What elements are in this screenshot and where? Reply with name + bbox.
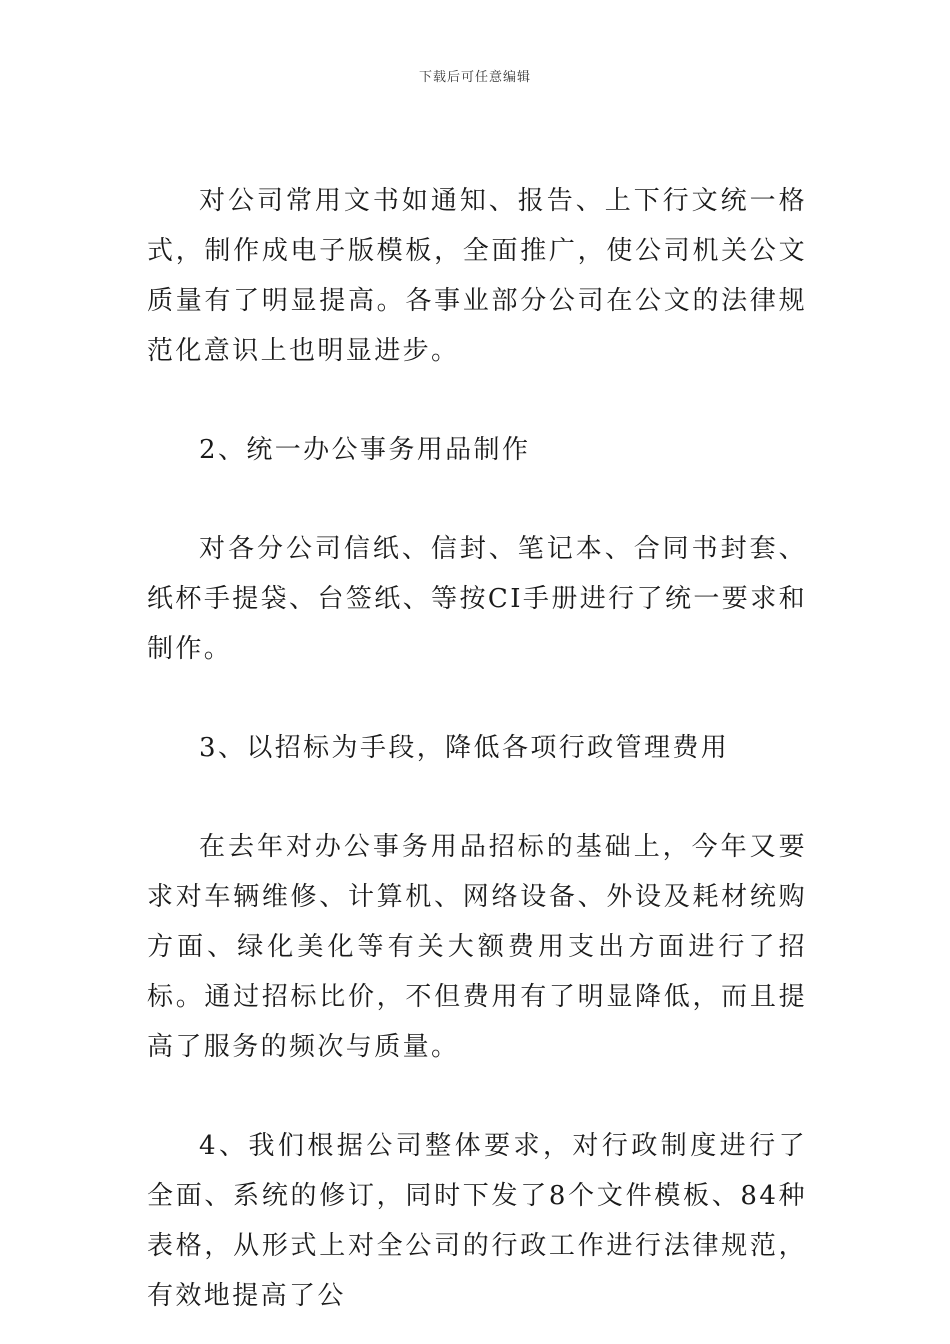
paragraph-gap (147, 1072, 807, 1121)
paragraph-gap (147, 376, 807, 425)
paragraph-gap (147, 773, 807, 822)
paragraph-regulations: 4、我们根据公司整体要求，对行政制度进行了全面、系统的修订，同时下发了8个文件模板、84种表格，从形式上对全公司的行政工作进行法律规范，有效地提高了公 (147, 1131, 807, 1311)
section-heading-office-supplies: 2、统一办公事务用品制作 (199, 435, 531, 465)
section-heading-bidding: 3、以招标为手段，降低各项行政管理费用 (199, 733, 730, 763)
paragraph-gap (147, 475, 807, 524)
paragraph-office-supplies: 对各分公司信纸、信封、笔记本、合同书封套、纸杯手提袋、台签纸、等按CI手册进行了统一要求和制作。 (147, 534, 807, 664)
page-header: 下载后可任意编辑 (418, 70, 531, 85)
paragraph-gap (147, 674, 807, 723)
paragraph-document-templates: 对公司常用文书如通知、报告、上下行文统一格式，制作成电子版模板，全面推广，使公司机关公文质量有了明显提高。各事业部分公司在公文的法律规范化意识上也明显进步。 (147, 186, 807, 366)
document-body (147, 176, 807, 1321)
paragraph-bidding: 在去年对办公事务用品招标的基础上，今年又要求对车辆维修、计算机、网络设备、外设及耗材统购方面、绿化美化等有关大额费用支出方面进行了招标。通过招标比价，不但费用有了明显降低，而且提高了服务的频次与质量。 (147, 832, 807, 1062)
